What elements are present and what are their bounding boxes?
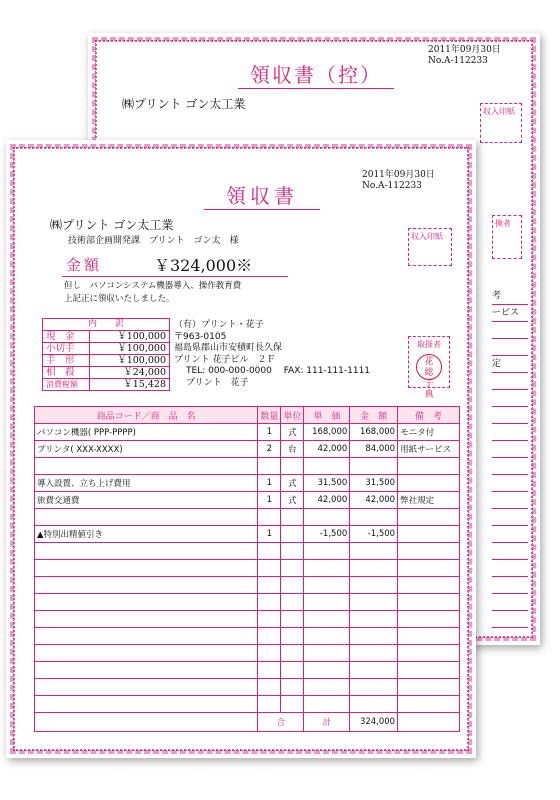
item-unit (281, 526, 304, 543)
total-amount: 324,000 (350, 713, 398, 732)
back-side-note: 考 (492, 288, 528, 305)
item-note (398, 560, 460, 577)
item-price (304, 458, 350, 475)
item-price (304, 577, 350, 594)
item-name (35, 458, 258, 475)
back-stamp-label: 収入印紙 (483, 107, 515, 116)
item-unit: 式 (281, 424, 304, 441)
table-row (35, 577, 460, 594)
column-header: 金 額 (350, 407, 398, 424)
item-qty (258, 662, 281, 679)
item-name (35, 645, 258, 662)
back-stamp-box (480, 103, 522, 143)
back-number: No.A-112233 (428, 56, 488, 66)
back-side-misc: 定 (492, 356, 528, 373)
back-title: 領収書（控） (238, 59, 394, 89)
item-amount: 42,000 (350, 492, 398, 509)
item-unit (281, 696, 304, 713)
receipt-title: 領収書 (204, 180, 320, 210)
item-name: 導入設置、立ち上げ費用 (35, 475, 258, 492)
amount-value: ￥324,000※ (154, 256, 253, 275)
date-block (362, 170, 435, 192)
item-amount (350, 560, 398, 577)
item-qty: 1 (258, 424, 281, 441)
issuer-name: （有）プリント・花子 (174, 320, 264, 330)
item-qty (258, 560, 281, 577)
item-note: モニタ付 (398, 424, 460, 441)
item-qty (258, 628, 281, 645)
item-name (35, 509, 258, 526)
receipt-sheet (6, 140, 476, 758)
item-qty (258, 594, 281, 611)
item-name (35, 696, 258, 713)
item-amount: -1,500 (350, 526, 398, 543)
item-note (398, 696, 460, 713)
item-unit: 台 (281, 441, 304, 458)
item-unit (281, 662, 304, 679)
item-amount (350, 662, 398, 679)
item-note (398, 509, 460, 526)
back-handler-label: 換者 (495, 219, 511, 228)
item-price (304, 679, 350, 696)
receipt-date: 2011年09月30日 (362, 170, 435, 180)
item-note (398, 628, 460, 645)
item-note (398, 594, 460, 611)
issuer-zip: 〒963-0105 (174, 331, 227, 342)
item-price (304, 560, 350, 577)
item-note (398, 475, 460, 492)
item-unit (281, 543, 304, 560)
item-name: ▲特別出精値引き (35, 526, 258, 543)
item-unit (281, 611, 304, 628)
item-price: 168,000 (304, 424, 350, 441)
items-table (34, 406, 460, 732)
item-note: 弊社規定 (398, 492, 460, 509)
item-note (398, 662, 460, 679)
column-header: 単 価 (304, 407, 350, 424)
item-note (398, 526, 460, 543)
table-row (35, 458, 460, 475)
item-amount (350, 696, 398, 713)
item-note: 用紙サービス (398, 441, 460, 458)
total-label-1: 合 (258, 713, 304, 732)
item-amount (350, 543, 398, 560)
table-row (35, 526, 460, 543)
item-amount (350, 679, 398, 696)
breakdown-value: ￥100,000 (90, 355, 170, 367)
item-unit: 式 (281, 475, 304, 492)
handler-box (408, 336, 450, 400)
amount-row (62, 252, 288, 277)
item-amount (350, 509, 398, 526)
item-note (398, 458, 460, 475)
item-qty (258, 509, 281, 526)
item-name: パソコン機器( PPP-PPPP) (35, 424, 258, 441)
back-date: 2011年09月30日 (428, 45, 501, 55)
table-row (35, 696, 460, 713)
issuer-person: プリント 花子 (186, 377, 249, 388)
table-row (35, 611, 460, 628)
breakdown-table (42, 318, 170, 391)
item-price (304, 628, 350, 645)
item-name (35, 543, 258, 560)
table-row (35, 628, 460, 645)
back-side-service: ービス (492, 305, 528, 322)
item-qty (258, 679, 281, 696)
hanko-text: 花総子典 (424, 357, 434, 400)
item-price (304, 662, 350, 679)
item-qty: 1 (258, 492, 281, 509)
column-header: 数量 (258, 407, 281, 424)
item-qty (258, 645, 281, 662)
item-price: 42,000 (304, 492, 350, 509)
breakdown-label: 消費税額 (43, 379, 90, 391)
items-header-row (35, 407, 460, 424)
issuer-address: 福島県郡山市安積町長久保 (174, 343, 283, 353)
total-label-2: 計 (304, 713, 350, 732)
item-unit (281, 594, 304, 611)
column-header: 単位 (281, 407, 304, 424)
item-amount (350, 611, 398, 628)
table-row (35, 594, 460, 611)
item-amount: 84,000 (350, 441, 398, 458)
item-name (35, 662, 258, 679)
table-row (35, 492, 460, 509)
receipt-number: No.A-112233 (362, 181, 422, 191)
receipt-note-line2: 上記正に領収いたしました。 (64, 294, 175, 304)
receipt-note-line1: 但し パソコンシステム機器導入、操作教育費 (64, 281, 242, 291)
issuer-building: プリント 花子ビル ２Ｆ (174, 354, 276, 365)
item-note (398, 543, 460, 560)
item-unit (281, 458, 304, 475)
column-header: 備 考 (398, 407, 460, 424)
table-row (35, 662, 460, 679)
item-unit (281, 645, 304, 662)
item-amount (350, 577, 398, 594)
item-price (304, 645, 350, 662)
item-amount: 168,000 (350, 424, 398, 441)
breakdown-value: ￥15,428 (90, 379, 170, 391)
item-unit (281, 577, 304, 594)
item-note (398, 679, 460, 696)
item-amount (350, 628, 398, 645)
total-row (35, 713, 460, 732)
item-unit (281, 509, 304, 526)
table-row (35, 509, 460, 526)
hanko-seal (416, 354, 442, 400)
back-handler-box (492, 215, 522, 259)
item-qty: 1 (258, 526, 281, 543)
item-price (304, 543, 350, 560)
breakdown-header: 内 訳 (43, 319, 170, 331)
item-unit (281, 628, 304, 645)
item-price: 31,500 (304, 475, 350, 492)
item-qty (258, 458, 281, 475)
issuer-block (174, 320, 370, 389)
item-price: 42,000 (304, 441, 350, 458)
table-row (35, 560, 460, 577)
item-price (304, 611, 350, 628)
item-qty (258, 611, 281, 628)
back-side-column (492, 288, 528, 628)
breakdown-value: ￥100,000 (90, 331, 170, 343)
item-qty (258, 543, 281, 560)
table-row (35, 475, 460, 492)
back-date-block (428, 45, 501, 67)
item-qty (258, 696, 281, 713)
table-row (35, 424, 460, 441)
item-note (398, 611, 460, 628)
item-name: プリンタ( XXX-XXXX) (35, 441, 258, 458)
receipt-note (64, 280, 241, 306)
item-amount (350, 645, 398, 662)
item-name (35, 594, 258, 611)
issuer-tel: TEL: 000-000-0000 FAX: 111-111-1111 (186, 366, 371, 376)
item-unit (281, 560, 304, 577)
item-amount: 31,500 (350, 475, 398, 492)
item-name (35, 679, 258, 696)
amount-label: 金額 (66, 256, 103, 274)
breakdown-label: 手 形 (43, 355, 90, 367)
table-row (35, 441, 460, 458)
item-qty: 1 (258, 475, 281, 492)
item-unit (281, 679, 304, 696)
item-name (35, 560, 258, 577)
item-amount (350, 594, 398, 611)
breakdown-value: ￥24,000 (90, 367, 170, 379)
item-price (304, 696, 350, 713)
item-price (304, 509, 350, 526)
item-name (35, 611, 258, 628)
item-note (398, 645, 460, 662)
breakdown-label: 現 金 (43, 331, 90, 343)
item-name (35, 577, 258, 594)
item-price: -1,500 (304, 526, 350, 543)
table-row (35, 543, 460, 560)
handler-label: 取扱者 (417, 340, 441, 349)
table-row (35, 645, 460, 662)
item-name: 旅費交通費 (35, 492, 258, 509)
item-amount (350, 458, 398, 475)
item-note (398, 577, 460, 594)
column-header: 商品コード／商 品 名 (35, 407, 258, 424)
revenue-stamp-box (408, 228, 452, 266)
breakdown-label: 小切手 (43, 343, 90, 355)
item-qty (258, 577, 281, 594)
item-unit: 式 (281, 492, 304, 509)
revenue-stamp-label: 収入印紙 (411, 232, 443, 241)
item-qty: 2 (258, 441, 281, 458)
table-row (35, 679, 460, 696)
addressee: 技術部企画開発課 プリント ゴン太 様 (68, 236, 239, 246)
breakdown-value: ￥100,000 (90, 343, 170, 355)
company-name: ㈱プリント ゴン太工業 (50, 218, 174, 232)
breakdown-label: 相 殺 (43, 367, 90, 379)
item-name (35, 628, 258, 645)
back-company: ㈱プリント ゴン太工業 (122, 97, 246, 111)
item-price (304, 594, 350, 611)
